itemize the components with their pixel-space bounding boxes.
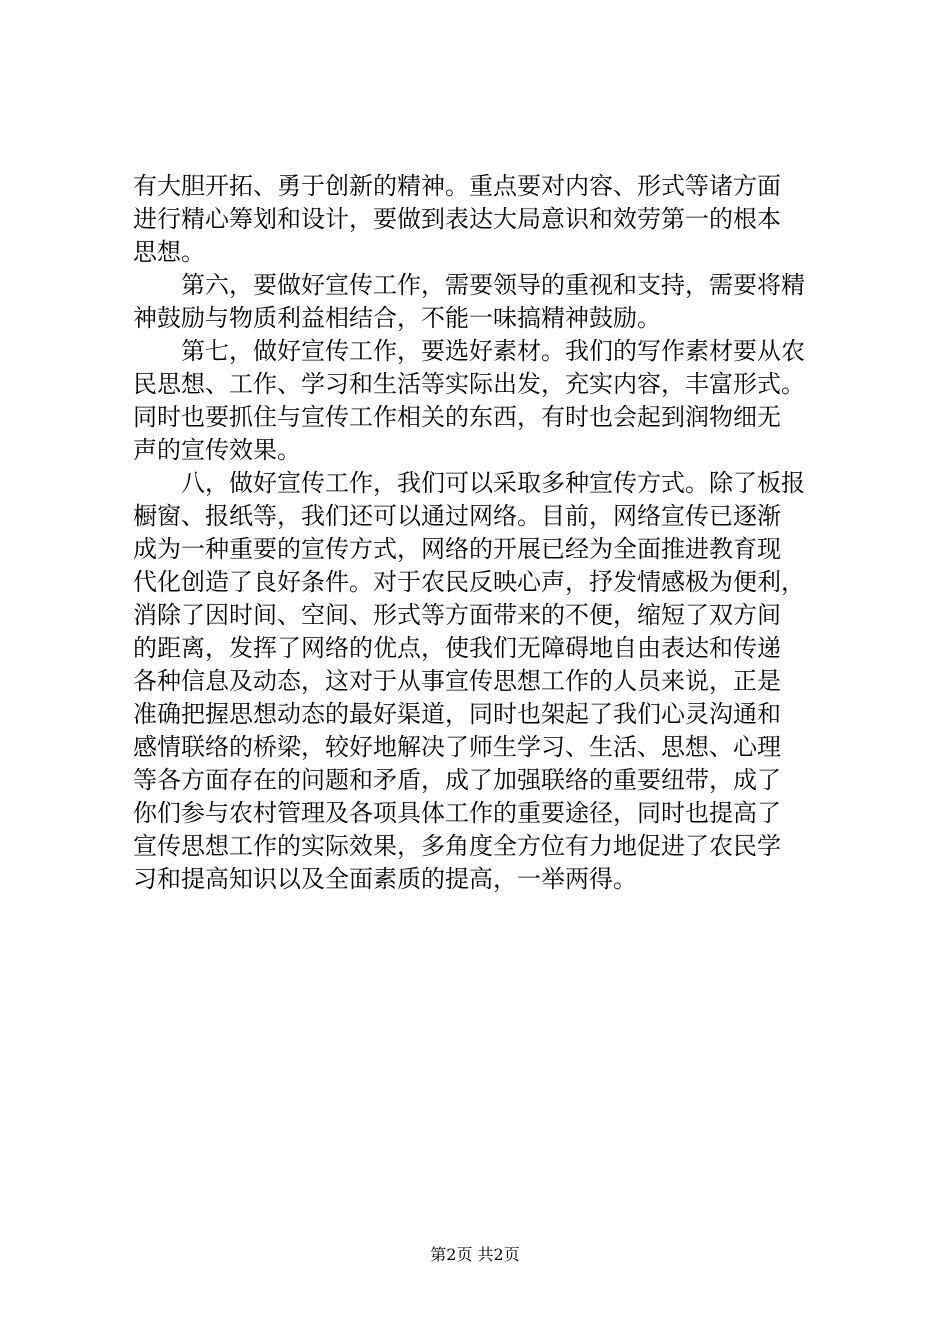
text-line: 第七，做好宣传工作，要选好素材。我们的写作素材要从农	[133, 337, 805, 365]
text-line: 有大胆开拓、勇于创新的精神。重点要对内容、形式等诸方面	[133, 172, 781, 200]
text-line: 习和提高知识以及全面素质的提高，一举两得。	[133, 865, 637, 893]
text-line: 感情联络的桥梁，较好地解决了师生学习、生活、思想、心理	[133, 733, 781, 761]
text-line: 代化创造了良好条件。对于农民反映心声，抒发情感极为便利，	[133, 568, 805, 596]
text-line: 进行精心筹划和设计，要做到表达大局意识和效劳第一的根本	[133, 205, 781, 233]
page-number-footer: 第2页 共2页	[430, 1245, 520, 1264]
text-line: 成为一种重要的宣传方式，网络的开展已经为全面推进教育现	[133, 535, 781, 563]
text-line: 等各方面存在的问题和矛盾，成了加强联络的重要纽带，成了	[133, 766, 781, 794]
text-line: 思想。	[133, 238, 205, 266]
text-line: 神鼓励与物质利益相结合，不能一味搞精神鼓励。	[133, 304, 661, 332]
text-line: 八，做好宣传工作，我们可以采取多种宣传方式。除了板报	[133, 469, 805, 497]
text-line: 的距离，发挥了网络的优点，使我们无障碍地自由表达和传递	[133, 634, 781, 662]
text-line: 同时也要抓住与宣传工作相关的东西，有时也会起到润物细无	[133, 403, 781, 431]
text-line: 准确把握思想动态的最好渠道，同时也架起了我们心灵沟通和	[133, 700, 781, 728]
body-text	[133, 170, 833, 896]
text-line: 橱窗、报纸等，我们还可以通过网络。目前，网络宣传已逐渐	[133, 502, 781, 530]
text-line: 声的宣传效果。	[133, 436, 301, 464]
text-line: 各种信息及动态，这对于从事宣传思想工作的人员来说，正是	[133, 667, 781, 695]
text-line: 宣传思想工作的实际效果，多角度全方位有力地促进了农民学	[133, 832, 781, 860]
text-line: 民思想、工作、学习和生活等实际出发，充实内容，丰富形式。	[133, 370, 805, 398]
text-line: 消除了因时间、空间、形式等方面带来的不便，缩短了双方间	[133, 601, 781, 629]
text-line: 你们参与农村管理及各项具体工作的重要途径，同时也提高了	[133, 799, 781, 827]
text-line: 第六，要做好宣传工作，需要领导的重视和支持，需要将精	[133, 271, 805, 299]
